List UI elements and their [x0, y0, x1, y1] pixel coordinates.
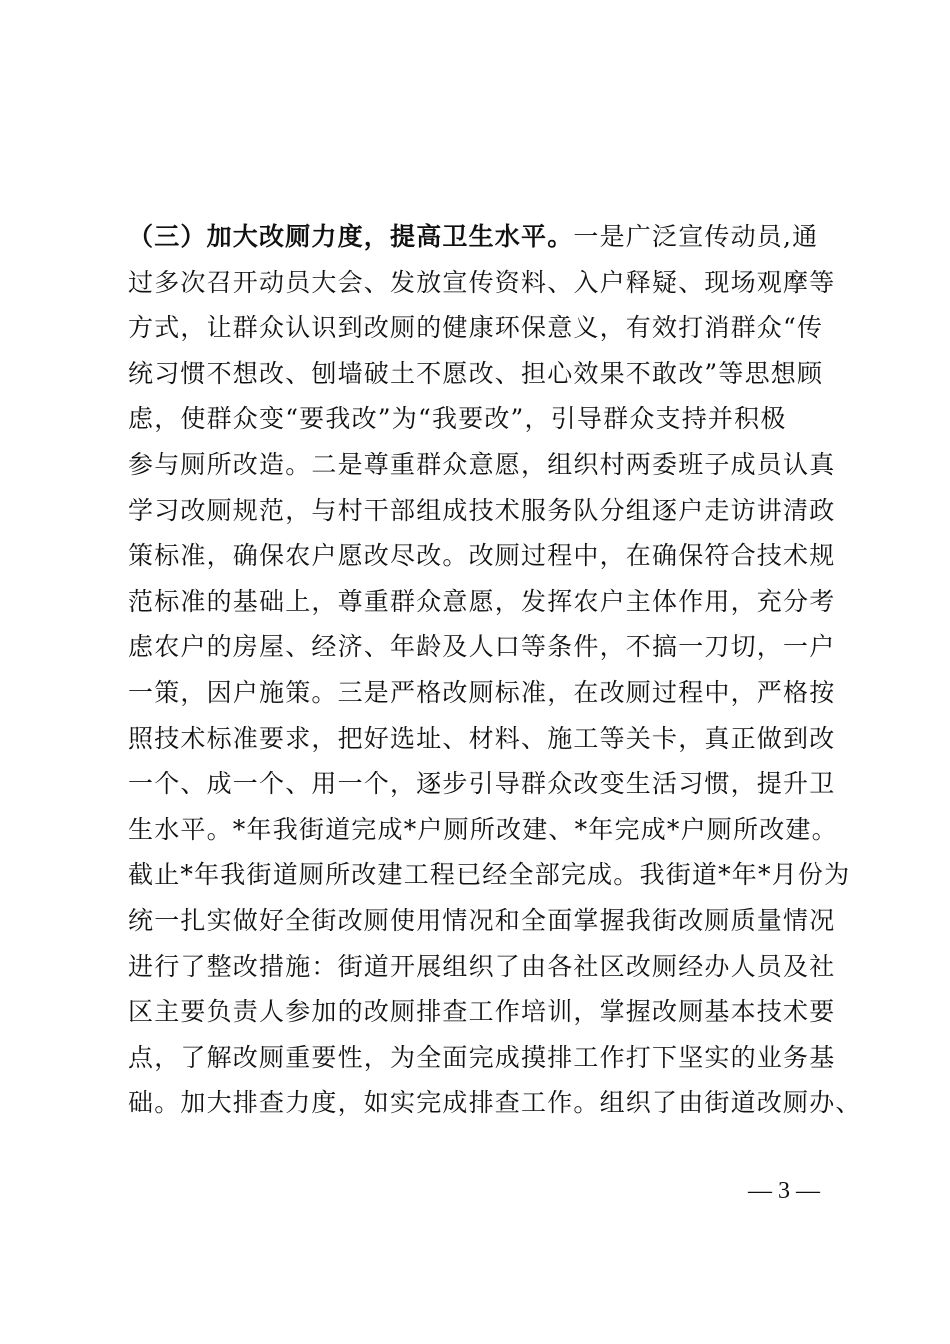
text-line: 策标准，确保农户愿改尽改。改厕过程中，在确保符合技术规	[128, 541, 836, 571]
text-line: 点，了解改厕重要性，为全面完成摸排工作打下坚实的业务基	[128, 1042, 836, 1072]
body-paragraph	[128, 214, 862, 1126]
text-line: 统习惯不想改、刨墙破土不愿改、担心效果不敢改”等思想顾	[128, 358, 824, 388]
text-line: 方式，让群众认识到改厕的健康环保意义，有效打消群众“传	[128, 313, 824, 343]
paragraph-first-line	[128, 214, 838, 260]
text-line: 区主要负责人参加的改厕排查工作培训，掌握改厕基本技术要	[128, 997, 836, 1027]
text-line: 生水平。*年我街道完成*户厕所改建、*年完成*户厕所改建。	[128, 814, 838, 844]
page-number: — 3 —	[748, 1178, 820, 1204]
text-line: 范标准的基础上，尊重群众意愿，发挥农户主体作用，充分考	[128, 586, 836, 616]
text-line: 照技术标准要求，把好选址、材料、施工等关卡，真正做到改	[128, 723, 836, 753]
text-line: 虑，使群众变“要我改”为“我要改”，引导群众支持并积极	[128, 404, 787, 434]
text-line: 一个、成一个、用一个，逐步引导群众改变生活习惯，提升卫	[128, 769, 836, 799]
text-line: 截止*年我街道厕所改建工程已经全部完成。我街道*年*月份为	[128, 860, 851, 890]
section-heading: （三）加大改厕力度，提高卫生水平。	[128, 222, 574, 251]
text-line: 础。加大排查力度，如实完成排查工作。组织了由街道改厕办、	[128, 1088, 862, 1118]
text-line: 一策，因户施策。三是严格改厕标准，在改厕过程中，严格按	[128, 677, 836, 707]
text-line: 进行了整改措施：街道开展组织了由各社区改厕经办人员及社	[128, 951, 836, 981]
text-line: 学习改厕规范，与村干部组成技术服务队分组逐户走访讲清政	[128, 495, 836, 525]
first-line-text: 一是广泛宣传动员,通	[573, 222, 819, 251]
text-line: 虑农户的房屋、经济、年龄及人口等条件，不搞一刀切，一户	[128, 632, 836, 662]
text-line: 统一扎实做好全街改厕使用情况和全面掌握我街改厕质量情况	[128, 905, 836, 935]
text-line: 过多次召开动员大会、发放宣传资料、入户释疑、现场观摩等	[128, 267, 836, 297]
text-line: 参与厕所改造。二是尊重群众意愿，组织村两委班子成员认真	[128, 449, 836, 479]
